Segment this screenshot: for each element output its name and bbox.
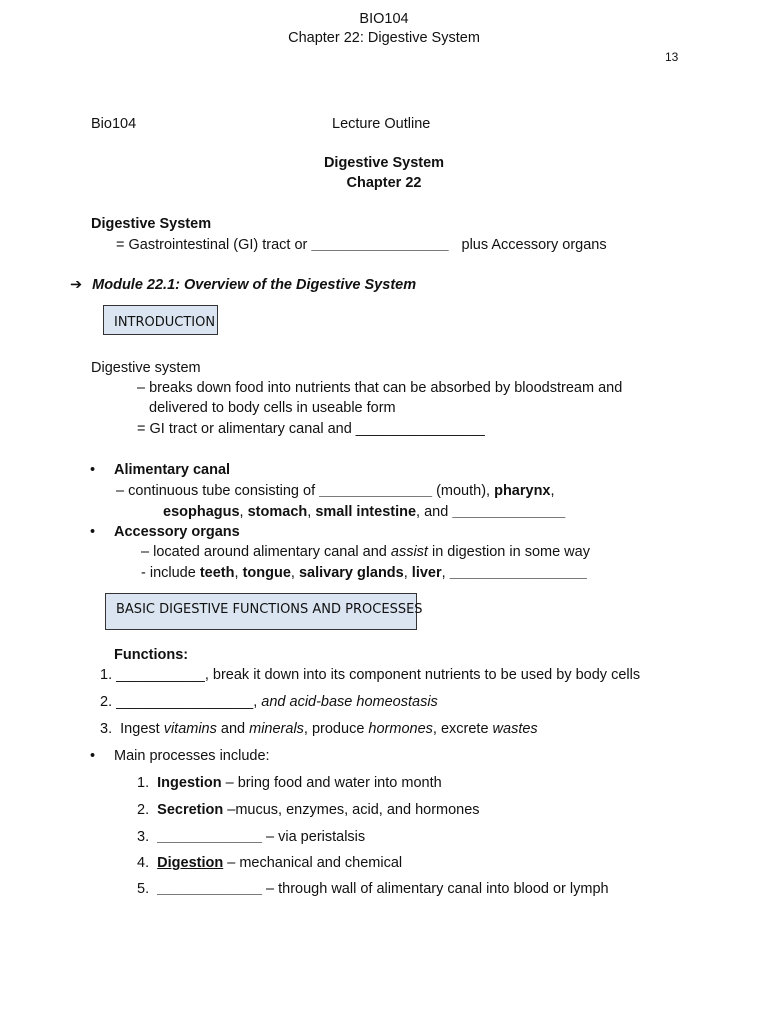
- course-label: Bio104: [91, 116, 137, 132]
- bullet-accessory: •: [90, 524, 96, 540]
- alimentary-line1: – continuous tube consisting of ______________ (mouth), pharynx,: [116, 483, 555, 499]
- bullet-processes: •: [90, 748, 96, 764]
- definition-heading: Digestive System: [91, 216, 212, 232]
- header-chapter: Chapter 22: Digestive System: [288, 30, 480, 46]
- function-2: 2. _________________, and acid-base homeostasis: [100, 694, 438, 710]
- intro-label: Digestive system: [91, 360, 201, 376]
- process-2: 2. Secretion –mucus, enzymes, acid, and hormones: [137, 802, 480, 818]
- module-heading: ➔ Module 22.1: Overview of the Digestive System: [70, 277, 417, 293]
- process-1: 1. Ingestion – bring food and water into month: [137, 775, 442, 791]
- function-1: 1. ___________, break it down into its component nutrients to be used by body cells: [100, 667, 641, 683]
- outline-label: Lecture Outline: [332, 116, 431, 132]
- bullet-alimentary: •: [90, 462, 96, 478]
- header-course: BIO104: [359, 11, 409, 27]
- introduction-box: INTRODUCTION: [103, 305, 218, 335]
- process-5: 5. _____________ – through wall of alimentary canal into blood or lymph: [137, 881, 609, 897]
- accessory-line2: - include teeth, tongue, salivary glands, liver, _________________: [141, 565, 587, 581]
- function-3: 3. Ingest vitamins and minerals, produce hormones, excrete wastes: [100, 721, 538, 737]
- alimentary-heading: Alimentary canal: [114, 462, 231, 478]
- accessory-line1: – located around alimentary canal and assist in digestion in some way: [141, 544, 590, 560]
- functions-box: BASIC DIGESTIVE FUNCTIONS AND PROCESSES: [105, 593, 417, 630]
- doc-title-line1: Digestive System: [323, 155, 445, 171]
- doc-title-line2: Chapter 22: [346, 175, 422, 191]
- page-number: 13: [665, 50, 679, 64]
- alimentary-line2: esophagus, stomach, small intestine, and ______________: [163, 504, 566, 520]
- intro-line1: – breaks down food into nutrients that can be absorbed by bloodstream and: [137, 380, 623, 396]
- accessory-heading: Accessory organs: [114, 524, 240, 540]
- definition-line: = Gastrointestinal (GI) tract or _________________ plus Accessory organs: [116, 237, 607, 253]
- intro-line2: delivered to body cells in useable form: [149, 400, 396, 416]
- process-3: 3. _____________ – via peristalsis: [137, 829, 366, 845]
- arrow-icon: ➔: [70, 277, 83, 293]
- processes-heading: Main processes include:: [114, 748, 270, 764]
- process-4: 4. Digestion – mechanical and chemical: [137, 855, 403, 871]
- intro-line3: = GI tract or alimentary canal and ________________: [137, 421, 485, 437]
- functions-heading: Functions:: [114, 647, 189, 663]
